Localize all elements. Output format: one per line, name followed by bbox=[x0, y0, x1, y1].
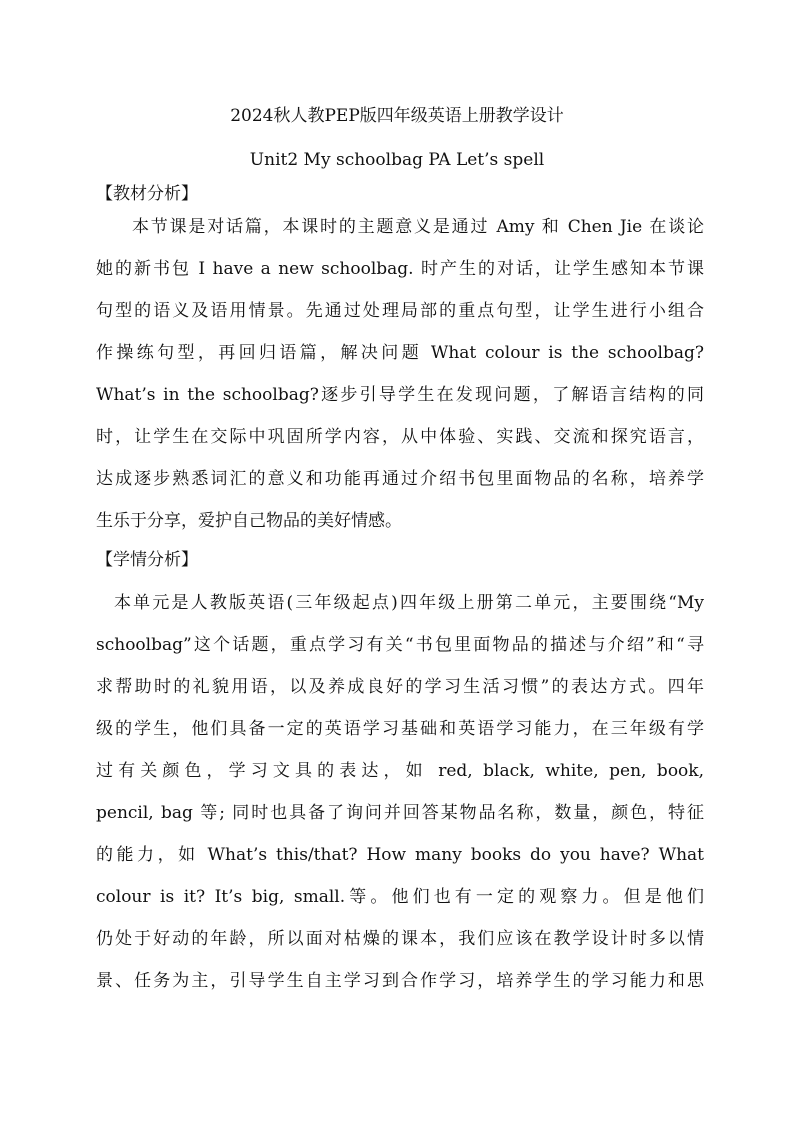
section-heading-textbook-analysis: 【教材分析】 bbox=[96, 184, 198, 204]
paragraph-line: 她的新书包 I have a new schoolbag. 时产生的对话，让学生感知本节课 bbox=[96, 259, 704, 279]
document-subtitle: Unit2 My schoolbag PA Let’s spell bbox=[249, 150, 545, 170]
paragraph-line: 求帮助时的礼貌用语，以及养成良好的学习生活习惯”的表达方式。四年 bbox=[96, 677, 704, 697]
paragraph-line: 景、任务为主，引导学生自主学习到合作学习，培养学生的学习能力和思 bbox=[96, 971, 704, 991]
document-title: 2024秋人教PEP版四年级英语上册教学设计 bbox=[230, 106, 564, 126]
section-heading-learner-analysis: 【学情分析】 bbox=[96, 550, 198, 570]
paragraph-line: 本单元是人教版英语(三年级起点)四年级上册第二单元，主要围绕“My bbox=[114, 593, 704, 613]
paragraph-line: 本节课是对话篇，本课时的主题意义是通过 Amy 和 Chen Jie 在谈论 bbox=[132, 217, 704, 237]
paragraph-line: pencil, bag 等; 同时也具备了询问并回答某物品名称，数量，颜色，特征 bbox=[96, 803, 704, 823]
paragraph-line: 时，让学生在交际中巩固所学内容，从中体验、实践、交流和探究语言， bbox=[96, 427, 704, 447]
paragraph-line: 级的学生，他们具备一定的英语学习基础和英语学习能力，在三年级有学 bbox=[96, 719, 704, 739]
paragraph-line: 仍处于好动的年龄，所以面对枯燥的课本，我们应该在教学设计时多以情 bbox=[96, 929, 704, 949]
paragraph-line: schoolbag”这个话题，重点学习有关“书包里面物品的描述与介绍”和“寻 bbox=[96, 635, 704, 655]
paragraph-line: 的能力，如 What’s this/that? How many books do you have? What bbox=[96, 845, 704, 865]
paragraph-line: 过有关颜色，学习文具的表达，如 red, black, white, pen, book, bbox=[96, 761, 704, 781]
paragraph-line: What’s in the schoolbag?逐步引导学生在发现问题，了解语言结构的同 bbox=[96, 385, 704, 405]
paragraph-line: 达成逐步熟悉词汇的意义和功能再通过介绍书包里面物品的名称，培养学 bbox=[96, 469, 704, 489]
paragraph-line: 句型的语义及语用情景。先通过处理局部的重点句型，让学生进行小组合 bbox=[96, 301, 704, 321]
paragraph-line: colour is it? It’s big, small.等。他们也有一定的观察力。但是他们 bbox=[96, 887, 704, 907]
paragraph-line: 生乐于分享，爱护自己物品的美好情感。 bbox=[96, 511, 402, 531]
paragraph-line: 作操练句型，再回归语篇，解决问题 What colour is the schoolbag? bbox=[96, 343, 704, 363]
